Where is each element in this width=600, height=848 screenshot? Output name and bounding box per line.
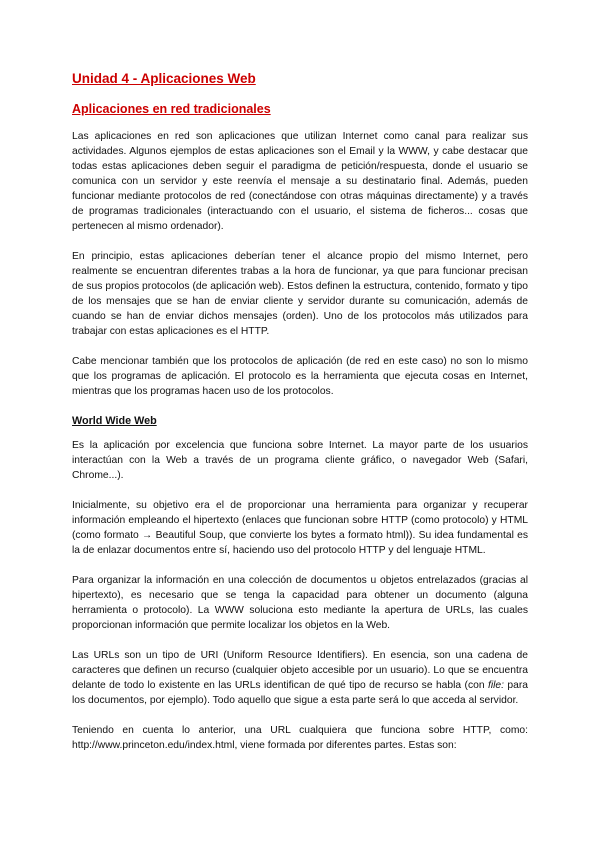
section-heading-www: World Wide Web [72,415,157,427]
paragraph-www-1: Es la aplicación por excelencia que funciona sobre Internet. La mayor parte de los usuarios interactúan con la Web a través de un programa cliente gráfico, o navegador Web (Safari, Chrome...). [72,440,528,481]
document-title: Unidad 4 - Aplicaciones Web [72,71,256,86]
paragraph-uri-text-before: Las URLs son un tipo de URI (Uniform Resource Identifiers). En esencia, son una cadena de caracteres que definen un recurso (cualquier objeto accesible por un usuario). Lo que se encuentra delante de todo lo existente en las URLs identifican de qué tipo de recurso se habla (con [72,650,528,691]
paragraph-url-example: Teniendo en cuenta lo anterior, una URL cualquiera que funciona sobre HTTP, como: http://www.princeton.edu/index.html, viene formada por diferentes partes. Estas son: [72,725,528,751]
paragraph-uri-italic-file: file: [487,680,504,691]
paragraph-uri-text-after: para los documentos, por ejemplo). Todo aquello que sigue a esta parte será lo que acceda al servidor. [72,680,528,706]
paragraph-aplicaciones-red-3: Cabe mencionar también que los protocolos de aplicación (de red en este caso) no son lo mismo que los programas de aplicación. El protocolo es la herramienta que ejecuta cosas en Internet, mientras que los programas hacen uso de los protocolos. [72,356,528,397]
paragraph-www-2: Inicialmente, su objetivo era el de proporcionar una herramienta para organizar y recuperar información empleando el hipertexto (enlaces que funcionan sobre HTTP (como protocolo) y HTML (como formato → Beautiful Soup, que convierte los bytes a formato html)). Su idea fundamental es la de enlazar documentos entre sí, haciendo uso del protocolo HTTP y del lenguaje HTML. [72,500,528,556]
paragraph-aplicaciones-red-2: En principio, estas aplicaciones deberían tener el alcance propio del mismo Internet, pero realmente se encuentran diferentes trabas a la hora de funcionar, ya que para funcionar precisan de sus propios protocolos (de aplicación web). Estos definen la estructura, contenido, formato y tipo de los mensajes que se han de enviar cliente y servidor durante su comunicación, además de cuando se han de enviar dichos mensajes (orden). Uno de los protocolos más utilizados para trabajar con estas aplicaciones es el HTTP. [72,251,528,337]
section-heading-aplicaciones-red: Aplicaciones en red tradicionales [72,102,271,116]
paragraph-aplicaciones-red-1: Las aplicaciones en red son aplicaciones que utilizan Internet como canal para realizar sus actividades. Algunos ejemplos de estas aplicaciones son el Email y la WWW, y cabe destacar que todas estas aplicaciones deben seguir el paradigma de petición/respuesta, donde el usuario se comunica con un servidor y este reenvía el mensaje a su destinatario final. Además, pueden funcionar mediante protocolos de red (conectándose con otras máquinas directamente) y a través de programas tradicionales (interactuando con el usuario, el sistema de ficheros... cosas que pertenecen al mismo ordenador). [72,131,528,232]
paragraph-www-3: Para organizar la información en una colección de documentos u objetos entrelazados (gracias al hipertexto), es necesario que se tenga la capacidad para obtener un documento (alguna herramienta o protocolo). La WWW soluciona esto mediante la apertura de URLs, las cuales proporcionan información que permite localizar los objetos en la Web. [72,575,528,631]
paragraph-uri [72,648,528,708]
